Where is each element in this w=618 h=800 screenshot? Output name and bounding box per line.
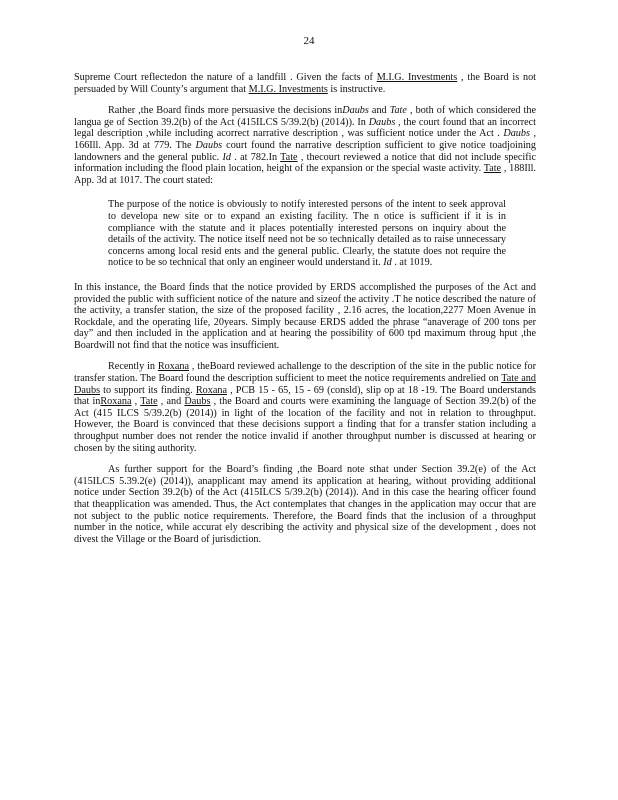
text-run: , thecourt reviewed a notice that did not include specific information including the flood plain location, height of the expansion or the special waste activity. xyxy=(74,151,537,175)
text-run: Roxana xyxy=(157,361,189,373)
text-run: The purpose of the notice is obviously to notify interested persons of the intent to seek approval to developa new site or to expand an existing facility. The n otice is sufficient if it is in compliance with the statute and it places potentially interested persons on inquiry about the details of the activity. The notice itself need not be so technically detailed as to raise unnecessary concerns among local resid ents and the general public. Clearly, the statute does not require the notice to be so technical that only an engineer would understand it. xyxy=(108,199,506,269)
document-body xyxy=(74,72,536,545)
text-run: Roxana xyxy=(100,396,132,408)
text-run: , both of which considered the langua ge of Section 39.2(b) of the Act (415ILCS 5/39.2(b) (2014)). In xyxy=(74,105,536,128)
text-run: Id xyxy=(222,151,232,163)
text-run: Rather ,the Board finds more persuasive the decisions in xyxy=(108,105,343,117)
text-run: As further support for the Board’s finding ,the Board note sthat under Section 39.2(e) of the Act (415ILCS 5.39.2(e) (2014)), anapplicant may amend its application at hearing, without providing additional notice under Section 39.2(b) of the Act (415ILCS 5/39.2(b) (2014)). And in this case the hearing officer found that theapplication was amended. Thus, the Act contemplates that changes in the application may occur that are not subject to the public notice requirements. Therefore, the Board finds that the inclusion of a throughput number in the notice, while accurat ely describing the activity and physical size of the development , does not divest the Village or the Board of jurisdiction. xyxy=(74,464,536,545)
text-run: Daubs xyxy=(184,396,211,408)
text-run: , PCB 15 - 65, 15 - 69 (consld), slip op at 18 -19. The Board understands that in xyxy=(74,384,536,408)
text-run: Tate and Daubs xyxy=(74,373,536,396)
text-run: court found the narrative description sufficient to give notice toadjoining landowners and the general public. xyxy=(74,139,536,163)
text-run: , 166Ill. App. 3d at 779. The xyxy=(74,128,536,151)
text-run: to support its finding. xyxy=(100,384,196,396)
text-run: In this instance, the Board finds that the notice provided by ERDS accomplished the purposes of the Act and provided the public with sufficient notice of the nature and sizeof the activity .T he notice described the nature of the activity, a transfer station, the size of the proposed facility , 2.16 acres, the location,2277 Moen Avenue in Rockdale, and the operating life, 20years. Simply because ERDS added the phrase “anaverage of 200 tons per day” and then included in the application and at hearing the possibility of 600 tpd maximum throug hput ,the Boardwill not find that the notice was insufficient. xyxy=(74,281,536,351)
text-run: Supreme Court reflectedon the nature of a landfill . Given the facts of xyxy=(74,72,377,83)
text-run: , the Board is not persuaded by Will County’s argument that xyxy=(74,72,536,95)
text-run: , the court found that an incorrect legal description ,while including acorrect narrative description , was sufficient notice under the Act . xyxy=(74,116,536,140)
page-number: 24 xyxy=(303,35,315,47)
paragraph-1 xyxy=(74,72,536,95)
block-quote xyxy=(108,199,506,269)
text-run: Daubs xyxy=(342,105,369,117)
text-run: is instructive. xyxy=(327,83,386,95)
text-run: Tate xyxy=(483,163,502,175)
text-run: Daubs xyxy=(368,116,396,128)
text-run: . at 1019. xyxy=(391,257,433,269)
paragraph-5 xyxy=(74,464,536,545)
paragraph-2 xyxy=(74,105,536,186)
text-run: Tate xyxy=(389,105,407,117)
text-run: M.I.G. Investments xyxy=(376,72,458,83)
text-run: M.I.G. Investments xyxy=(248,83,328,95)
text-run: Daubs xyxy=(195,139,223,151)
text-run: . at 782.In xyxy=(231,151,281,163)
text-run: Recently in xyxy=(108,361,158,373)
paragraph-4 xyxy=(74,361,536,454)
text-run: , xyxy=(131,396,141,408)
text-run: Roxana xyxy=(195,384,227,396)
text-run: and xyxy=(368,105,390,117)
text-run: Id xyxy=(383,257,392,269)
text-run: , theBoard reviewed achallenge to the description of the site in the public notice for transfer station. The Board found the description sufficient to meet the notice requirements andrelied on xyxy=(74,361,536,385)
text-run: , and xyxy=(157,396,185,408)
text-run: Tate xyxy=(140,396,158,408)
text-run: , the Board and courts were examining the language of Section 39.2(b) of the Act (415 ILCS 5/39.2(b) (2014)) in light of the location of the facility and not in relation to throughput. However, the Board is convinced that these decisions support a finding that for a transfer station including a throughput number does not render the notice invalid if another throughput number is discussed at hearing or chosen by the siting authority. xyxy=(74,396,536,454)
text-run: Daubs xyxy=(503,128,530,140)
text-run: Tate xyxy=(280,151,298,163)
text-run: , 188Ill. App. 3d at 1017. The court stated: xyxy=(74,163,536,186)
paragraph-3 xyxy=(74,282,536,352)
